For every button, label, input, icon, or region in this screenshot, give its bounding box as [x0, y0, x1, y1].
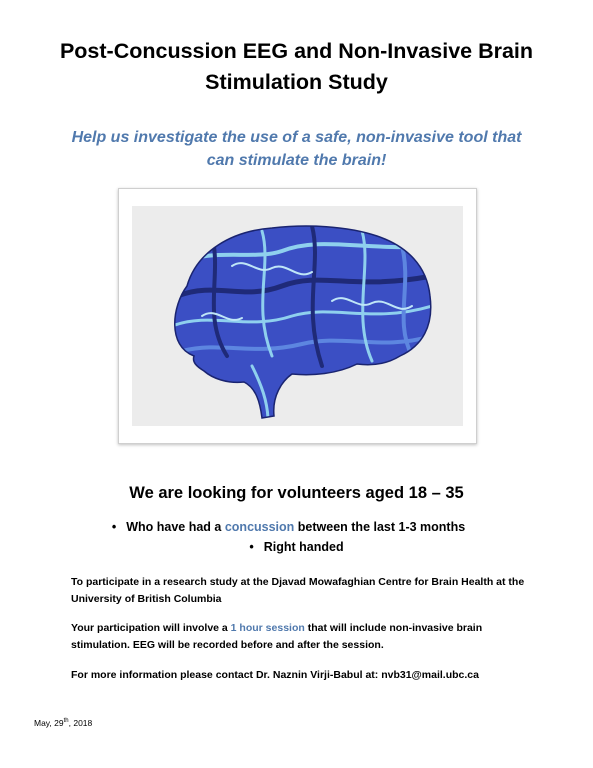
session-length-highlight: 1 hour session: [230, 622, 305, 634]
criteria-item-concussion: [24, 517, 553, 537]
bullet-icon: •: [111, 520, 117, 534]
study-location-paragraph: To participate in a research study at the Djavad Mowafaghian Centre for Brain Health at the University of British Columbia: [71, 576, 525, 605]
date-year: , 2018: [68, 718, 93, 728]
criteria-text: between the last 1-3 months: [294, 520, 466, 534]
criteria-text: Right handed: [263, 540, 344, 554]
participation-text: Your participation will involve a: [71, 622, 231, 634]
date-prefix: May, 29: [34, 718, 64, 728]
title-line-1: Post-Concussion EEG and Non-Invasive Brain: [59, 39, 534, 63]
subtitle: [40, 126, 553, 172]
participation-text: that will include non-invasive brain stimulation. EEG will be recorded before and after the session.: [71, 622, 483, 651]
criteria-highlight: concussion: [224, 520, 295, 534]
date-ordinal: th: [63, 718, 69, 725]
brain-figure-background: [132, 206, 463, 426]
document-date: [34, 718, 92, 728]
volunteer-heading: We are looking for volunteers aged 18 – 35: [129, 484, 464, 502]
bullet-icon: •: [249, 540, 254, 554]
subtitle-line-2: can stimulate the brain!: [206, 152, 387, 169]
page-title: [20, 36, 573, 98]
criteria-item-right-handed: [40, 537, 553, 557]
title-line-2: Stimulation Study: [205, 70, 388, 94]
contact-email[interactable]: nvb31@mail.ubc.ca: [381, 669, 479, 681]
brain-figure-frame: [118, 188, 477, 444]
criteria-text: Who have had a: [126, 520, 225, 534]
criteria-list: [40, 517, 553, 557]
subtitle-line-1: Help us investigate the use of a safe, non-invasive tool that: [71, 129, 522, 146]
contact-text: For more information please contact Dr. Naznin Virji-Babul at:: [71, 669, 382, 681]
brain-illustration-icon: [132, 206, 463, 426]
contact-paragraph: [71, 667, 541, 684]
participation-paragraph: [71, 620, 541, 654]
